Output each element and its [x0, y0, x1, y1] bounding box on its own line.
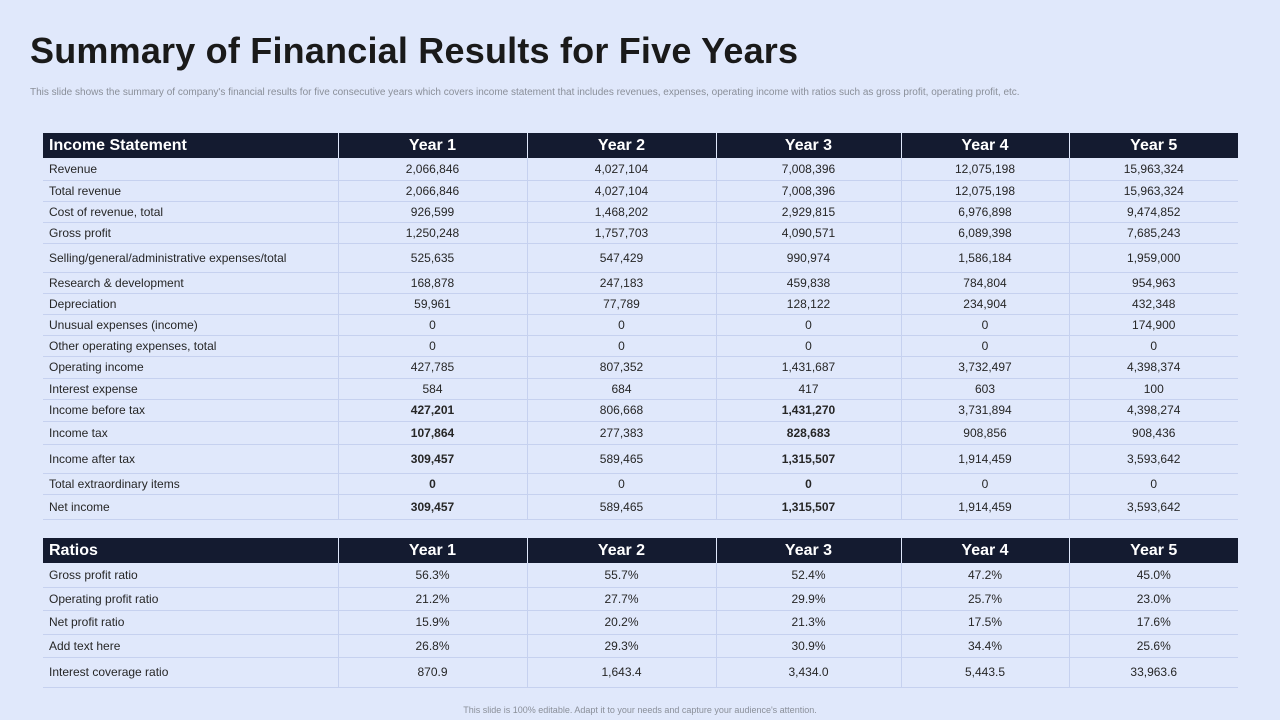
table-cell: 0 [901, 314, 1069, 335]
table-cell: 25.7% [901, 587, 1069, 610]
table-cell: 174,900 [1069, 314, 1238, 335]
table-cell: 2,066,846 [338, 158, 527, 180]
table-cell: 589,465 [527, 444, 716, 473]
column-header: Year 1 [338, 133, 527, 158]
table-cell: 25.6% [1069, 634, 1238, 657]
row-label: Add text here [43, 634, 338, 657]
table-row [43, 634, 1238, 657]
table-cell: 990,974 [716, 243, 901, 272]
table-cell: 20.2% [527, 610, 716, 634]
table-cell: 59,961 [338, 293, 527, 314]
column-header: Year 5 [1069, 538, 1238, 563]
row-label: Gross profit ratio [43, 563, 338, 587]
column-header: Year 1 [338, 538, 527, 563]
table-row [43, 494, 1238, 519]
table-cell: 1,914,459 [901, 444, 1069, 473]
table-row [43, 243, 1238, 272]
table-cell: 277,383 [527, 421, 716, 444]
table-cell: 1,468,202 [527, 201, 716, 222]
column-header: Year 3 [716, 133, 901, 158]
column-header: Income Statement [43, 133, 338, 158]
table-cell: 33,963.6 [1069, 657, 1238, 687]
table-cell: 1,959,000 [1069, 243, 1238, 272]
row-label: Total extraordinary items [43, 473, 338, 494]
ratios-table [43, 538, 1238, 688]
table-cell: 0 [901, 473, 1069, 494]
row-label: Operating income [43, 356, 338, 378]
table-row [43, 201, 1238, 222]
table-header-row [43, 538, 1238, 563]
table-cell: 870.9 [338, 657, 527, 687]
table-cell: 427,201 [338, 399, 527, 421]
table-cell: 0 [527, 473, 716, 494]
table-cell: 4,090,571 [716, 222, 901, 243]
table-row [43, 180, 1238, 201]
table-row [43, 335, 1238, 356]
table-cell: 30.9% [716, 634, 901, 657]
table-cell: 12,075,198 [901, 158, 1069, 180]
table-cell: 1,315,507 [716, 494, 901, 519]
table-row [43, 399, 1238, 421]
row-label: Gross profit [43, 222, 338, 243]
table-cell: 784,804 [901, 272, 1069, 293]
table-cell: 432,348 [1069, 293, 1238, 314]
table-cell: 52.4% [716, 563, 901, 587]
table-cell: 26.8% [338, 634, 527, 657]
table-cell: 427,785 [338, 356, 527, 378]
row-label: Income tax [43, 421, 338, 444]
table-row [43, 610, 1238, 634]
table-cell: 9,474,852 [1069, 201, 1238, 222]
table-cell: 0 [1069, 473, 1238, 494]
table-cell: 4,398,274 [1069, 399, 1238, 421]
row-label: Income before tax [43, 399, 338, 421]
column-header: Year 2 [527, 538, 716, 563]
table-cell: 6,976,898 [901, 201, 1069, 222]
row-label: Interest coverage ratio [43, 657, 338, 687]
page-subtitle: This slide shows the summary of company's financial results for five consecutive years which covers income statement that includes revenues, expenses, operating income with ratios such as gross profit, operating profit, etc. [30, 87, 1020, 98]
table-row [43, 587, 1238, 610]
table-cell: 0 [716, 335, 901, 356]
table-cell: 0 [338, 314, 527, 335]
row-label: Net profit ratio [43, 610, 338, 634]
column-header: Year 4 [901, 133, 1069, 158]
table-cell: 3,732,497 [901, 356, 1069, 378]
table-cell: 459,838 [716, 272, 901, 293]
table-cell: 2,066,846 [338, 180, 527, 201]
table-row [43, 222, 1238, 243]
row-label: Depreciation [43, 293, 338, 314]
footer-note: This slide is 100% editable. Adapt it to your needs and capture your audience's attention. [463, 705, 817, 715]
table-cell: 4,027,104 [527, 180, 716, 201]
table-cell: 247,183 [527, 272, 716, 293]
table-cell: 1,757,703 [527, 222, 716, 243]
table-row [43, 378, 1238, 399]
table-cell: 908,436 [1069, 421, 1238, 444]
table-cell: 29.9% [716, 587, 901, 610]
table-cell: 100 [1069, 378, 1238, 399]
table-cell: 0 [716, 473, 901, 494]
table-row [43, 563, 1238, 587]
table-cell: 0 [901, 335, 1069, 356]
column-header: Ratios [43, 538, 338, 563]
column-header: Year 3 [716, 538, 901, 563]
row-label: Selling/general/administrative expenses/total [43, 243, 338, 272]
table-cell: 55.7% [527, 563, 716, 587]
table-cell: 21.2% [338, 587, 527, 610]
table-cell: 3,593,642 [1069, 494, 1238, 519]
table-row [43, 421, 1238, 444]
table-row [43, 314, 1238, 335]
page-title: Summary of Financial Results for Five Years [30, 30, 799, 71]
row-label: Interest expense [43, 378, 338, 399]
table-cell: 15,963,324 [1069, 158, 1238, 180]
table-row [43, 473, 1238, 494]
row-label: Other operating expenses, total [43, 335, 338, 356]
table-cell: 168,878 [338, 272, 527, 293]
table-row [43, 356, 1238, 378]
table-cell: 1,315,507 [716, 444, 901, 473]
table-cell: 3,731,894 [901, 399, 1069, 421]
table-cell: 77,789 [527, 293, 716, 314]
table-cell: 7,685,243 [1069, 222, 1238, 243]
table-cell: 0 [716, 314, 901, 335]
table-cell: 547,429 [527, 243, 716, 272]
table-cell: 0 [527, 335, 716, 356]
table-cell: 7,008,396 [716, 180, 901, 201]
table-cell: 684 [527, 378, 716, 399]
row-label: Operating profit ratio [43, 587, 338, 610]
table-cell: 908,856 [901, 421, 1069, 444]
table-cell: 4,398,374 [1069, 356, 1238, 378]
table-cell: 525,635 [338, 243, 527, 272]
table-cell: 828,683 [716, 421, 901, 444]
table-cell: 7,008,396 [716, 158, 901, 180]
table-cell: 2,929,815 [716, 201, 901, 222]
row-label: Research & development [43, 272, 338, 293]
row-label: Revenue [43, 158, 338, 180]
table-cell: 47.2% [901, 563, 1069, 587]
table-cell: 417 [716, 378, 901, 399]
row-label: Unusual expenses (income) [43, 314, 338, 335]
column-header: Year 2 [527, 133, 716, 158]
table-cell: 1,431,270 [716, 399, 901, 421]
table-cell: 29.3% [527, 634, 716, 657]
table-cell: 15.9% [338, 610, 527, 634]
table-cell: 0 [1069, 335, 1238, 356]
table-cell: 17.6% [1069, 610, 1238, 634]
table-cell: 926,599 [338, 201, 527, 222]
income-statement-table [43, 133, 1238, 520]
table-cell: 309,457 [338, 444, 527, 473]
table-cell: 1,586,184 [901, 243, 1069, 272]
table-cell: 1,431,687 [716, 356, 901, 378]
table-cell: 3,593,642 [1069, 444, 1238, 473]
column-header: Year 4 [901, 538, 1069, 563]
column-header: Year 5 [1069, 133, 1238, 158]
table-cell: 4,027,104 [527, 158, 716, 180]
table-header-row [43, 133, 1238, 158]
table-cell: 34.4% [901, 634, 1069, 657]
table-cell: 806,668 [527, 399, 716, 421]
table-cell: 1,914,459 [901, 494, 1069, 519]
table-cell: 45.0% [1069, 563, 1238, 587]
row-label: Income after tax [43, 444, 338, 473]
table-cell: 128,122 [716, 293, 901, 314]
table-cell: 0 [338, 473, 527, 494]
table-cell: 17.5% [901, 610, 1069, 634]
row-label: Cost of revenue, total [43, 201, 338, 222]
table-cell: 807,352 [527, 356, 716, 378]
table-cell: 5,443.5 [901, 657, 1069, 687]
table-cell: 107,864 [338, 421, 527, 444]
row-label: Net income [43, 494, 338, 519]
table-cell: 589,465 [527, 494, 716, 519]
table-cell: 15,963,324 [1069, 180, 1238, 201]
table-cell: 1,250,248 [338, 222, 527, 243]
table-cell: 1,643.4 [527, 657, 716, 687]
table-cell: 954,963 [1069, 272, 1238, 293]
table-cell: 3,434.0 [716, 657, 901, 687]
table-row [43, 444, 1238, 473]
table-cell: 0 [338, 335, 527, 356]
row-label: Total revenue [43, 180, 338, 201]
table-row [43, 657, 1238, 687]
table-cell: 584 [338, 378, 527, 399]
table-cell: 27.7% [527, 587, 716, 610]
table-cell: 309,457 [338, 494, 527, 519]
table-cell: 234,904 [901, 293, 1069, 314]
table-cell: 6,089,398 [901, 222, 1069, 243]
table-row [43, 158, 1238, 180]
table-cell: 56.3% [338, 563, 527, 587]
table-cell: 0 [527, 314, 716, 335]
table-row [43, 272, 1238, 293]
table-cell: 21.3% [716, 610, 901, 634]
table-cell: 603 [901, 378, 1069, 399]
table-row [43, 293, 1238, 314]
table-cell: 12,075,198 [901, 180, 1069, 201]
table-cell: 23.0% [1069, 587, 1238, 610]
